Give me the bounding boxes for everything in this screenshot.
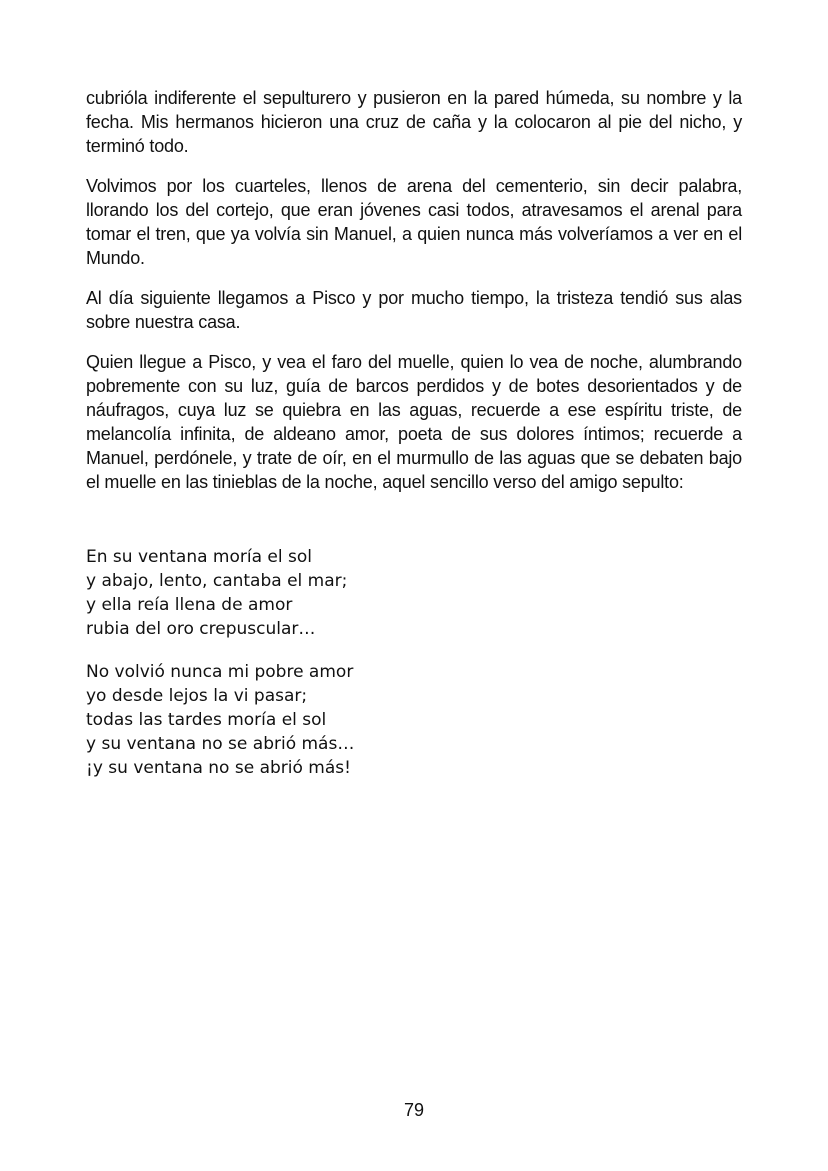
verse-line: En su ventana moría el sol [86,547,312,567]
verse-line: yo desde lejos la vi pasar; [86,686,308,706]
paragraph: Al día siguiente llegamos a Pisco y por mucho tiempo, la tristeza tendió sus alas sobre nuestra casa. [86,288,742,332]
poem-stanza-1 [86,545,586,641]
verse-line: ¡y su ventana no se abrió más! [86,758,351,778]
verse-line: rubia del oro crepuscular… [86,619,316,639]
prose-body [86,86,742,510]
paragraph: cubrióla indiferente el sepulturero y pusieron en la pared húmeda, su nombre y la fecha. Mis hermanos hicieron una cruz de caña y la colocaron al pie del nicho, y terminó todo. [86,88,742,156]
verse-line: y ella reía llena de amor [86,595,293,615]
poem-stanza-2 [86,660,586,780]
paragraph: Volvimos por los cuarteles, llenos de arena del cementerio, sin decir palabra, llorando los del cortejo, que eran jóvenes casi todos, atravesamos el arenal para tomar el tren, que ya volvía sin Manuel, a quien nunca más volveríamos a ver en el Mundo. [86,176,742,268]
verse-line: No volvió nunca mi pobre amor [86,662,354,682]
verse-line: y abajo, lento, cantaba el mar; [86,571,348,591]
page-number: 79 [403,1100,425,1120]
verse-line: y su ventana no se abrió más… [86,734,355,754]
paragraph: Quien llegue a Pisco, y vea el faro del muelle, quien lo vea de noche, alumbrando pobremente con su luz, guía de barcos perdidos y de botes desorientados y de náufragos, cuya luz se quiebra en las aguas, recuerde a ese espíritu triste, de melancolía infinita, de aldeano amor, poeta de sus dolores íntimos; recuerde a Manuel, perdónele, y trate de oír, en el murmullo de las aguas que se debaten bajo el muelle en las tinieblas de la noche, aquel sencillo verso del amigo sepulto: [86,352,742,492]
verse-line: todas las tardes moría el sol [86,710,327,730]
